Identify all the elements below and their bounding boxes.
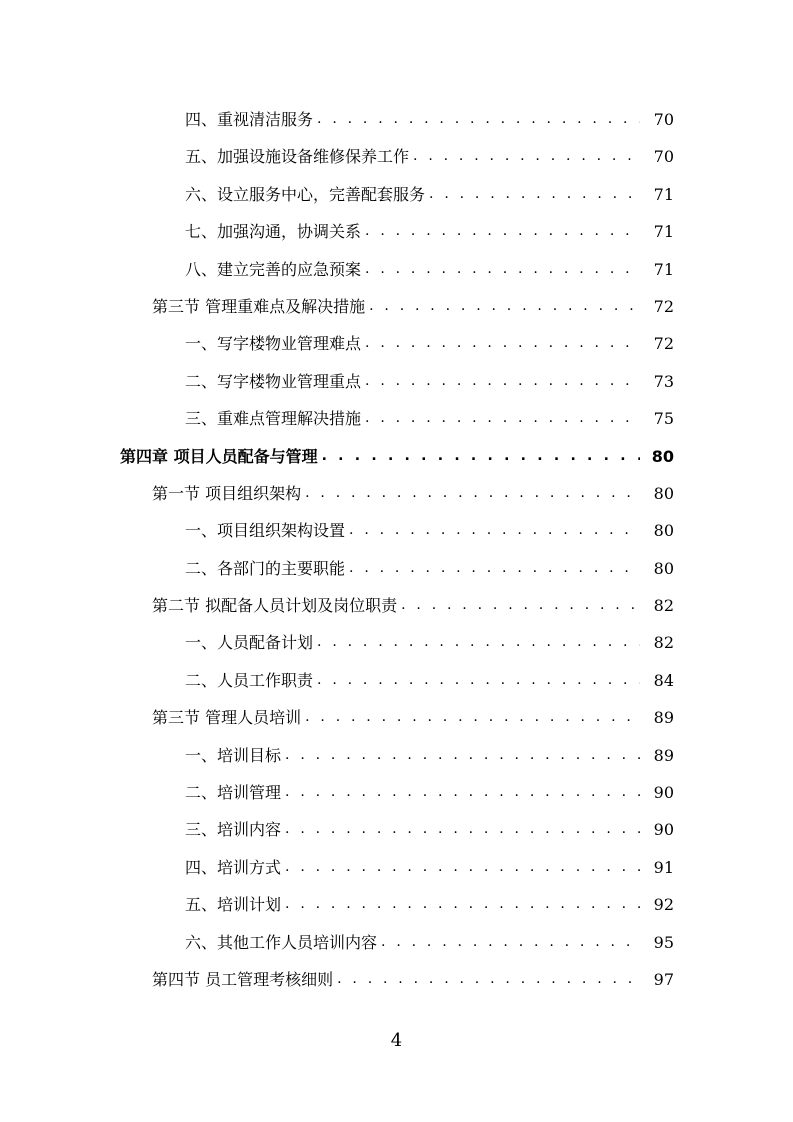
toc-entry-page-number: 91 — [653, 857, 674, 877]
toc-entry-item[interactable] — [0, 550, 793, 587]
toc-entry-label: 三、重难点管理解决措施 — [185, 400, 365, 437]
toc-dot-leader — [349, 512, 640, 549]
toc-entry-page-number: 70 — [653, 147, 674, 167]
toc-dot-leader — [349, 550, 640, 587]
toc-entry-page-number: 97 — [653, 969, 674, 989]
toc-dot-leader — [305, 699, 640, 736]
toc-dot-leader — [337, 961, 640, 998]
toc-dot-leader — [365, 400, 640, 437]
toc-entry-item[interactable] — [0, 886, 793, 923]
toc-dot-leader — [305, 475, 640, 512]
toc-dot-leader — [381, 924, 640, 961]
toc-entry-label: 二、写字楼物业管理重点 — [185, 363, 365, 400]
toc-dot-leader — [322, 438, 640, 475]
toc-entry-page-number: 90 — [653, 783, 674, 803]
toc-entry-page-number: 75 — [653, 409, 674, 429]
toc-dot-leader — [369, 288, 640, 325]
toc-entry-item[interactable] — [0, 101, 793, 138]
toc-entry-label: 六、设立服务中心，完善配套服务 — [185, 176, 429, 213]
toc-entry-page-number: 80 — [653, 558, 674, 578]
toc-dot-leader — [317, 624, 640, 661]
toc-dot-leader — [365, 363, 640, 400]
toc-entry-section[interactable] — [0, 475, 793, 512]
toc-dot-leader — [285, 774, 640, 811]
toc-entry-item[interactable] — [0, 849, 793, 886]
toc-entry-page-number: 80 — [653, 483, 674, 503]
toc-dot-leader — [401, 587, 640, 624]
toc-entry-label: 五、加强设施设备维修保养工作 — [185, 138, 413, 175]
toc-dot-leader — [285, 849, 640, 886]
toc-entry-page-number: 95 — [653, 932, 674, 952]
toc-entry-page-number: 90 — [653, 820, 674, 840]
toc-entry-item[interactable] — [0, 325, 793, 362]
toc-entry-page-number: 84 — [653, 670, 674, 690]
toc-entry-label: 四、培训方式 — [185, 849, 285, 886]
toc-dot-leader — [429, 176, 640, 213]
toc-entry-label: 二、培训管理 — [185, 774, 285, 811]
toc-entry-section[interactable] — [0, 587, 793, 624]
toc-entry-item[interactable] — [0, 176, 793, 213]
toc-entry-label: 一、人员配备计划 — [185, 624, 317, 661]
toc-entry-label: 二、各部门的主要职能 — [185, 550, 349, 587]
toc-entry-label: 第四章 项目人员配备与管理 — [120, 438, 322, 475]
toc-entry-label: 第四节 员工管理考核细则 — [152, 961, 337, 998]
toc-dot-leader — [285, 811, 640, 848]
toc-entry-page-number: 72 — [653, 296, 674, 316]
toc-entry-item[interactable] — [0, 811, 793, 848]
toc-entry-page-number: 82 — [653, 633, 674, 653]
page-number: 4 — [390, 1030, 403, 1051]
toc-entry-item[interactable] — [0, 662, 793, 699]
toc-entry-label: 第一节 项目组织架构 — [152, 475, 305, 512]
toc-entry-item[interactable] — [0, 512, 793, 549]
toc-entry-label: 第二节 拟配备人员计划及岗位职责 — [152, 587, 401, 624]
toc-entry-chapter[interactable] — [0, 438, 793, 475]
toc-entry-page-number: 71 — [653, 259, 674, 279]
toc-entry-label: 第三节 管理人员培训 — [152, 699, 305, 736]
toc-entry-item[interactable] — [0, 924, 793, 961]
toc-entry-page-number: 89 — [653, 708, 674, 728]
toc-entry-label: 一、项目组织架构设置 — [185, 512, 349, 549]
toc-entry-page-number: 71 — [653, 222, 674, 242]
toc-entry-page-number: 73 — [653, 371, 674, 391]
toc-entry-label: 三、培训内容 — [185, 811, 285, 848]
toc-dot-leader — [365, 251, 640, 288]
table-of-contents — [0, 101, 793, 998]
toc-entry-label: 八、建立完善的应急预案 — [185, 251, 365, 288]
toc-entry-section[interactable] — [0, 699, 793, 736]
toc-entry-label: 一、写字楼物业管理难点 — [185, 325, 365, 362]
toc-entry-item[interactable] — [0, 251, 793, 288]
toc-entry-label: 六、其他工作人员培训内容 — [185, 924, 381, 961]
toc-entry-page-number: 82 — [653, 596, 674, 616]
toc-entry-item[interactable] — [0, 138, 793, 175]
toc-entry-label: 第三节 管理重难点及解决措施 — [152, 288, 369, 325]
toc-entry-page-number: 72 — [653, 334, 674, 354]
toc-entry-label: 五、培训计划 — [185, 886, 285, 923]
toc-entry-item[interactable] — [0, 363, 793, 400]
toc-entry-item[interactable] — [0, 774, 793, 811]
toc-entry-item[interactable] — [0, 213, 793, 250]
toc-dot-leader — [365, 213, 640, 250]
toc-dot-leader — [285, 886, 640, 923]
toc-entry-page-number: 70 — [653, 110, 674, 129]
toc-entry-label: 二、人员工作职责 — [185, 662, 317, 699]
toc-dot-leader — [317, 662, 640, 699]
toc-entry-section[interactable] — [0, 961, 793, 998]
toc-dot-leader — [413, 138, 640, 175]
toc-entry-label: 四、重视清洁服务 — [185, 101, 317, 138]
toc-dot-leader — [285, 737, 640, 774]
toc-entry-page-number: 80 — [651, 446, 674, 466]
toc-entry-label: 一、培训目标 — [185, 737, 285, 774]
toc-entry-item[interactable] — [0, 400, 793, 437]
toc-dot-leader — [317, 101, 640, 138]
toc-entry-page-number: 89 — [653, 745, 674, 765]
toc-entry-page-number: 71 — [653, 184, 674, 204]
toc-dot-leader — [365, 325, 640, 362]
toc-entry-item[interactable] — [0, 737, 793, 774]
toc-entry-section[interactable] — [0, 288, 793, 325]
toc-entry-label: 七、加强沟通，协调关系 — [185, 213, 365, 250]
toc-entry-item[interactable] — [0, 624, 793, 661]
toc-entry-page-number: 80 — [653, 521, 674, 541]
toc-entry-page-number: 92 — [653, 895, 674, 915]
